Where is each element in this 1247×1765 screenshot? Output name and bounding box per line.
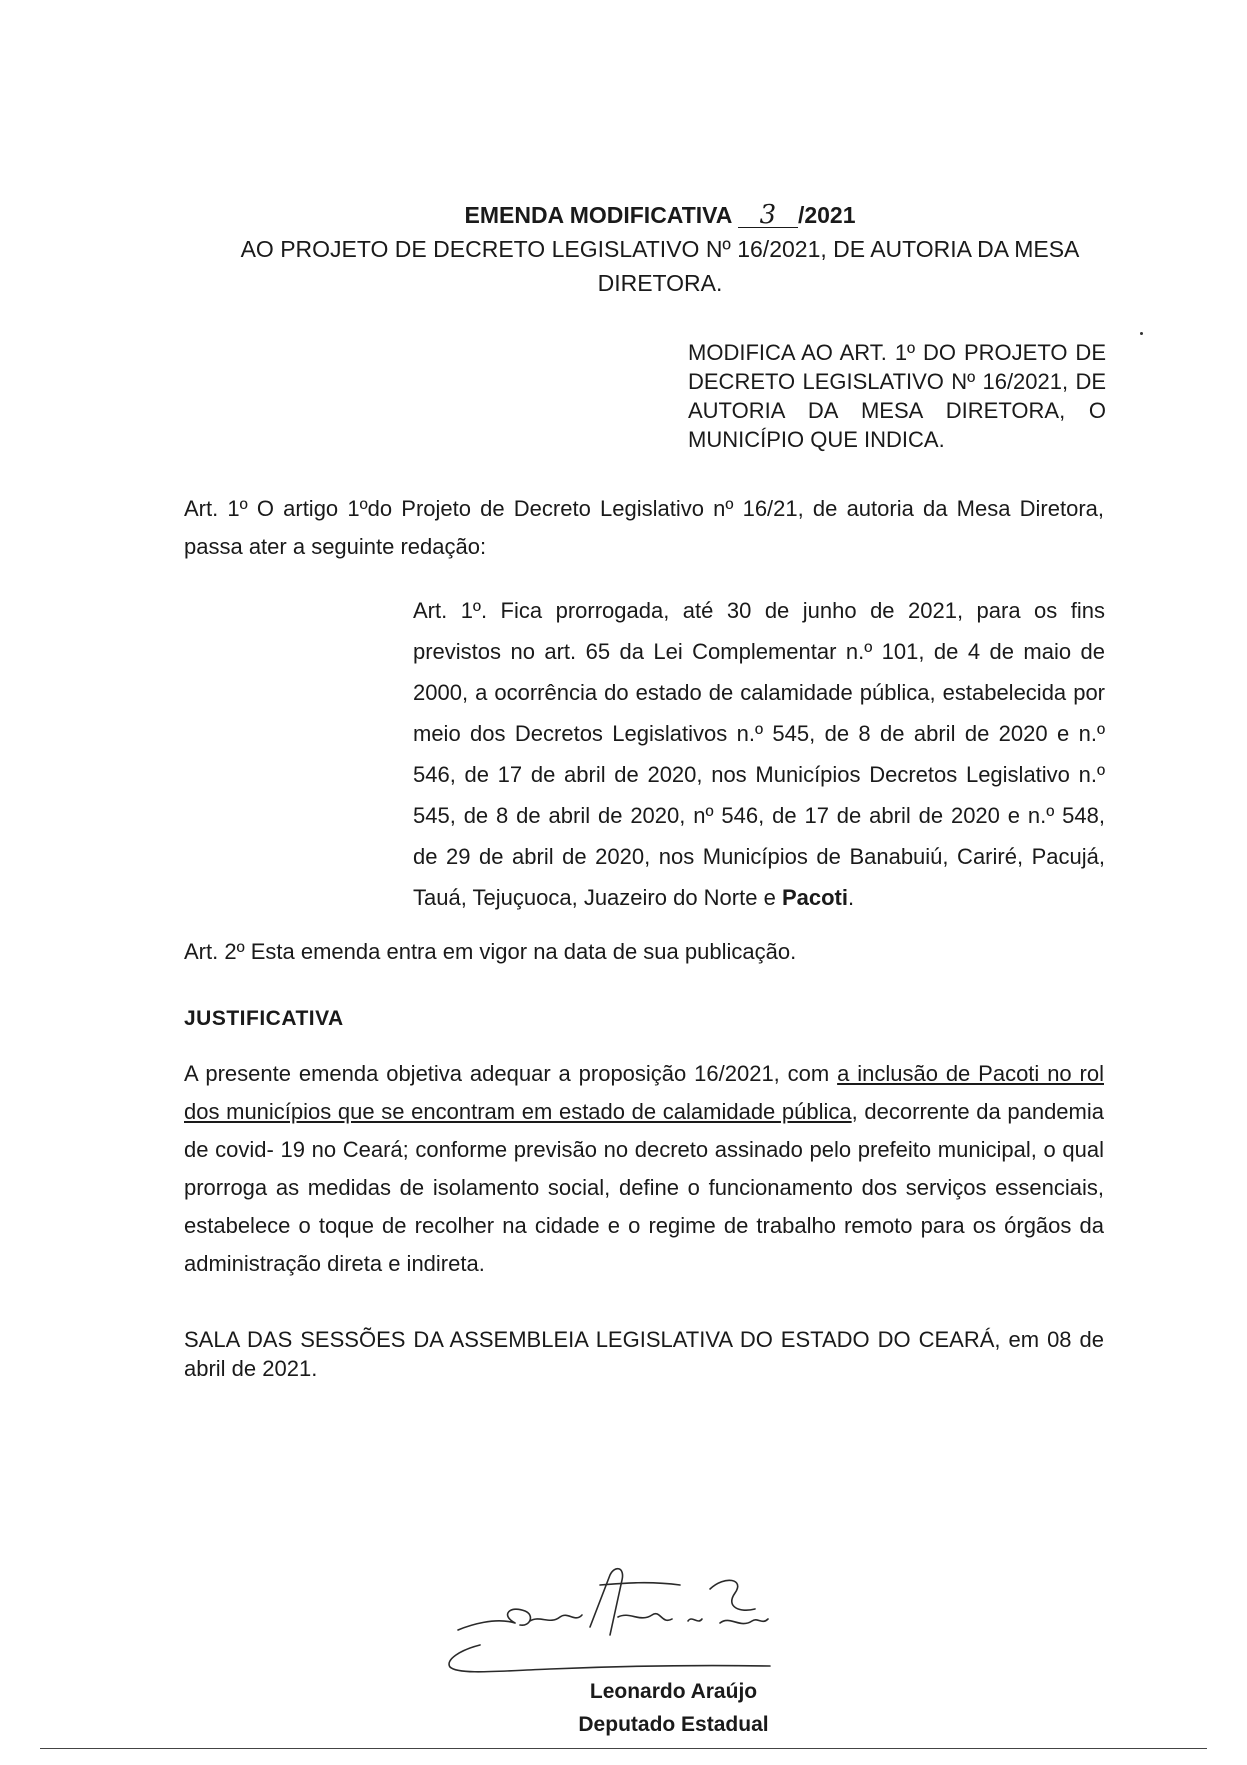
- handwritten-emenda-number: 3: [738, 203, 798, 228]
- title-prefix: EMENDA MODIFICATIVA: [464, 202, 732, 228]
- signer-name: Leonardo Araújo: [589, 1680, 758, 1703]
- document-title: [230, 198, 1090, 232]
- justificativa-body: [184, 1055, 1104, 1283]
- ementa: MODIFICA AO ART. 1º DO PROJETO DE DECRETO LEGISLATIVO Nº 16/2021, DE AUTORIA DA MESA DIRETORA, O MUNICÍPIO QUE INDICA.: [688, 340, 1106, 452]
- footer-rule: [40, 1748, 1207, 1749]
- justificativa-underlined: a inclusão de Pacoti no rol dos municípios que se encontram em estado de calamidade pública: [184, 1061, 1104, 1124]
- article-1-new-text: [413, 590, 1105, 918]
- article-1-end: .: [847, 885, 855, 910]
- article-1-highlight: Pacoti: [781, 885, 848, 910]
- stray-mark: [1140, 332, 1143, 335]
- signer-role: Deputado Estadual: [578, 1713, 769, 1736]
- justificativa-post: , decorrente da pandemia de covid- 19 no Ceará; conforme previsão no decreto assinado pelo prefeito municipal, o qual prorroga as medidas de isolamento social, define o funcionamento dos serviços essenciais, estabelece o toque de recolher na cidade e o regime de trabalho remoto para os órgãos da administração direta e indireta.: [184, 1099, 1104, 1276]
- document-subtitle: AO PROJETO DE DECRETO LEGISLATIVO Nº 16/2021, DE AUTORIA DA MESA DIRETORA.: [240, 236, 1080, 296]
- handwritten-signature: [440, 1545, 840, 1680]
- justificativa-pre: A presente emenda objetiva adequar a proposição 16/2021, com: [184, 1061, 838, 1086]
- article-1: Art. 1º O artigo 1ºdo Projeto de Decreto Legislativo nº 16/21, de autoria da Mesa Diretora, passa ater a seguinte redação:: [184, 496, 1104, 559]
- session-closing: SALA DAS SESSÕES DA ASSEMBLEIA LEGISLATIVA DO ESTADO DO CEARÁ, em 08 de abril de 2021.: [184, 1327, 1104, 1381]
- document-header: [230, 198, 1090, 300]
- article-2: Art. 2º Esta emenda entra em vigor na data de sua publicação.: [184, 939, 797, 964]
- title-suffix: /2021: [797, 202, 856, 228]
- justificativa-heading: JUSTIFICATIVA: [184, 1007, 344, 1030]
- article-1-new-text-body: Art. 1º. Fica prorrogada, até 30 de junho de 2021, para os fins previstos no art. 65 da Lei Complementar n.º 101, de 4 de maio de 2000, a ocorrência do estado de calamidade pública, estabelecida por meio dos Decretos Legislativos n.º 545, de 8 de abril de 2020 e n.º 546, de 17 de abril de 2020, nos Municípios Decretos Legislativo n.º 545, de 8 de abril de 2020, nº 546, de 17 de abril de 2020 e n.º 548, de 29 de abril de 2020, nos Municípios de Banabuiú, Cariré, Pacujá, Tauá, Tejuçuoca, Juazeiro do Norte e: [413, 598, 1105, 910]
